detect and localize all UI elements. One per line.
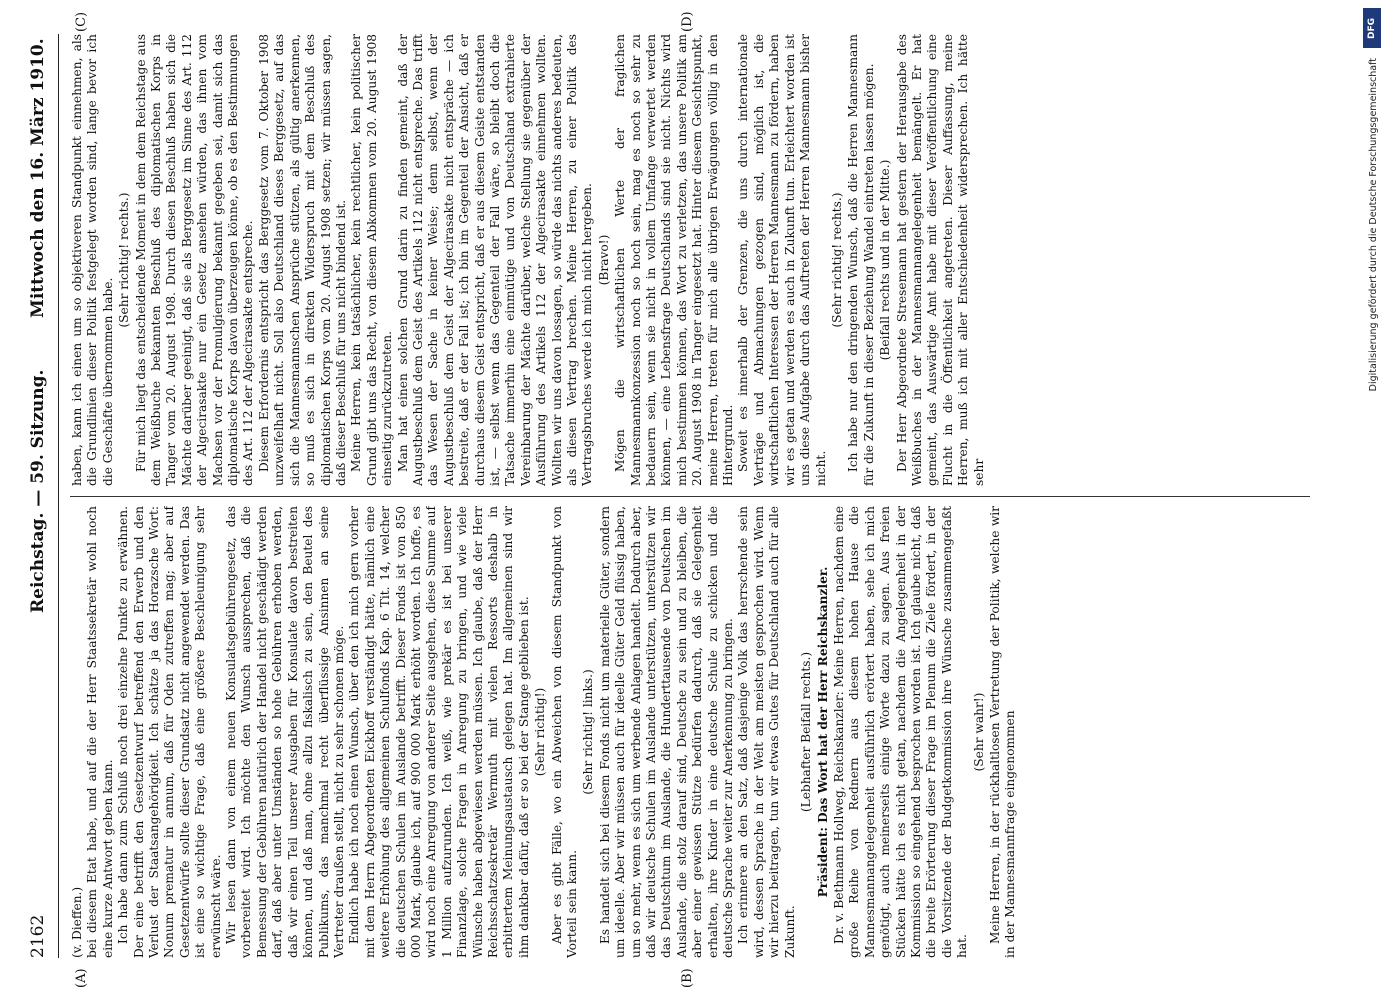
paragraph: Diesem Erfordernis entspricht das Berggesetz vom 7. Oktober 1908 unzweifelhaft nicht. Soll also Deutschland dieses Berggesetz, auf das sich die Mannesmannschen Ansprüche stützen, als gültig anerkennen, so muß es sich in direkten Widerspruch mit dem Beschluß des diplomatischen Korps vom 20. August 1908 setzen; wir müssen sagen, daß dieser Beschluß für uns nicht bindend ist. <box>256 34 348 486</box>
paragraph: Meine Herren, in der rückhaltlosen Vertretung der Politik, welche wir in der Mannesmannfrage eingenommen <box>987 506 1018 958</box>
paragraph: (v. Dieffen.) <box>70 886 84 958</box>
page-header <box>28 34 54 958</box>
paragraph: Endlich habe ich noch einen Wunsch, über den ich mich gern vorher mit dem Herrn Abgeordneten Eickhoff verständigt hätte, nämlich eine weitere Erhöhung des allgemeinen Schulfonds Kap. 6 Tit. 14, welcher die deutschen Schulen im Auslande betrifft. Dieser Fonds ist von 850 000 Mark, glaube ich, auf 900 000 Mark erhöht worden. Ich hoffe, es wird noch eine Anregung von anderer Seite ausgehen, diese Summe auf 1 Million aufzurunden. Ich weiß, wie prekär es ist bei unserer Finanzlage, solche Fragen in Anregung zu bringen, und wie viele Wünsche haben abgewiesen werden müssen. Ich glaube, daß der Herr Reichsschatzsekretär Wermuth mit vielen Ressorts deshalb in erbittertem Meinungsaustausch gelegen hat. Im allgemeinen sind wir ihm dankbar dafür, daß er so bei der Stange geblieben ist. <box>347 506 531 958</box>
interjection: (Sehr richtig! links.) <box>581 669 596 795</box>
paragraph: Ich habe dann zum Schluß noch drei einzelne Punkte zu erwähnen. Der eine betrifft den Gesetzentwurf betreffend den Erwerb und den Verlust der Staatsangehörigkeit. Ich schätze ja das Horazsche Wort: Nonum prematur in annum, daß für Oden zutreffen mag; aber auf Gesetzentwürfe sollte dieser Grundsatz nicht angewendet werden. Das ist eine so wichtige Frage, daß eine größere Beschleunigung sehr erwünscht wäre. <box>116 506 223 958</box>
right-text-column <box>70 34 1310 486</box>
paragraph: Aber es gibt Fälle, wo ein Abweichen von diesem Standpunkt von Vorteil sein kann. <box>549 506 579 958</box>
paragraph: Man hat einen solchen Grund darin zu finden gemeint, daß der Augustbeschluß dem Geist des Artikels 112 nicht entspreche. Das trifft das Wesen der Sache in keiner Weise; denn selbst, wenn der Augustbeschluß dem Geist der Algecirasakte nicht entspräche — ich bestreite, daß er der Fall ist; ich bin im Gegenteil der Ansicht, daß er durchaus diesem Geist entspricht, daß er aus diesem Geiste entstanden ist, — selbst wenn das Gegenteil der Fall wäre, so bleibt doch die Tatsache immerhin eine einmütige und von Deutschland extrahierte Vereinbarung der Mächte darüber, welche Stellung sie gegenüber der Ausführung des Artikels 112 der Algecirasakte einnehmen wollten. Wollten wir uns davon lossagen, so würde das nichts anderes bedeuten, als diesen Vertrag brechen. Meine Herren, zu einer Politik des Vertragsbruches werde ich mich nicht hergeben. <box>395 34 595 486</box>
paragraph: Dr. v. Bethmann Hollweg, Reichskanzler: Meine Herren, nachdem eine große Reihe von Rednern aus diesem hohen Hause die Mannesmannangelegenheit ausführlich erörtert haben, sehe ich mich genötigt, auch meinerseits einige Worte dazu zu sagen. Aus freien Stücken hätte ich es nicht getan, nachdem die Angelegenheit in der Kommission so eingehend besprochen worden ist. Ich glaube nicht, daß die breite Erörterung dieser Frage im Plenum die Ziele fördert, in der die Vorsitzende der Budgetkommission ihre Wünsche zusammengefaßt hat. <box>831 506 970 958</box>
margin-mark-d: (D) <box>680 11 695 32</box>
margin-mark-b: (B) <box>680 968 695 988</box>
interjection: (Sehr richtig!) <box>533 687 548 777</box>
interjection: (Beifall rechts und in der Mitte.) <box>878 159 893 361</box>
paragraph: Soweit es innerhalb der Grenzen, die uns durch internationale Verträge und Abmachungen gezogen sind, möglich ist, die wirtschaftlichen Interessen der Herren Mannesmann zu fördern, haben wir es getan und werden es auch in Zukunft tun. Erleichtert worden ist uns diese Aufgabe durch das Auftreten der Herren Mannesmann bisher nicht. <box>736 34 828 486</box>
paragraph: bei diesem Etat habe, und auf die der Herr Staatssekretär wohl noch eine kurze Antwort geben kann. <box>85 506 115 958</box>
dfg-logo-icon: DFG <box>1363 8 1381 48</box>
paragraph: Der Herr Abgeordnete Stresemann hat gestern der Herausgabe des Weißbuches in der Mannesmannangelegenheit bemängelt. Er hat gemeint, das Auswärtige Amt habe mit dieser Veröffentlichung eine Flucht in die Öffentlichkeit angetreten. Dieser Auffassung, meine Herren, muß ich mit aller Entschiedenheit widersprechen. Ich hätte sehr <box>894 34 986 486</box>
paragraph: Für mich liegt das entscheidende Moment in dem dem Reichstage aus dem Weißbuche bekannten Beschluß des diplomatischen Korps in Tanger vom 20. August 1908. Durch diesen Beschluß haben sich die Mächte darüber geeinigt, daß sie als Berggesetz im Sinne des Art. 112 der Algecirasakte nur ein Gesetz ansehen würden, das ihnen vom Machsen vor der Promulgierung bekannt gegeben sei, damit sich das diplomatische Korps davon überzeugen könne, ob es den Bestimmungen des Art. 112 der Algecirasakte entspreche. <box>133 34 256 486</box>
paragraph: Wir lesen dann von einem neuen Konsulatsgebührengesetz, das vorbereitet wird. Ich möchte den Wunsch aussprechen, daß die Bemessung der Gebühren natürlich der Handel nicht geschädigt werden darf, daß aber unter Umständen so hohe Gebühren erhoben werden, daß wir einen Teil unserer Ausgaben für Konsulate davon bestreiten können, und daß man, ohne allzu fiskalisch zu sein, den Beutel des Publikums, das manchmal recht überflüssige Ansinnen an seine Vertreter draußen stellt, nicht zu sehr schonen möge. <box>224 506 346 958</box>
columns <box>70 11 1310 988</box>
interjection: (Bravo!) <box>596 234 611 286</box>
paragraph: Ich habe nur den dringenden Wunsch, daß die Herren Mannesmann für die Zukunft in dieser Beziehung Wandel eintreten lassen mögen. <box>846 34 876 486</box>
paragraph: Mögen die wirtschaftlichen Werte der fraglichen Mannesmannkonzession noch so hoch sein, mag es noch so sehr zu bedauern sein, wenn sie nicht in vollem Umfange verwertet werden können, — eine Lebensfrage Deutschlands sind sie nicht. Nichts wird mich bestimmen können, das Wort zu verletzen, das unsere Politik am 20. August 1908 in Tanger eingesetzt hat. Hinter diesem Gesichtspunkt, meine Herren, treten für mich alle übrigen Erwägungen völlig in den Hintergrund. <box>613 34 736 486</box>
page-number: 2162 <box>28 914 48 958</box>
interjection: (Lebhafter Beifall rechts.) <box>799 651 814 813</box>
speaker-line: Präsident: Das Wort hat der Herr Reichskanzler. <box>815 566 830 898</box>
paragraph: Meine Herren, kein tatsächlicher, kein rechtlicher, kein politischer Grund gibt uns das Recht, von diesem Abkommen vom 20. August 1908 einseitig zurückzutreten. <box>349 34 395 486</box>
margin-mark-a: (A) <box>74 968 89 988</box>
interjection: (Sehr richtig! rechts.) <box>117 192 132 328</box>
margin-mark-c: (C) <box>74 11 89 32</box>
dfg-sidebar <box>1361 0 1383 1000</box>
paragraph: haben, kann ich einen um so objektiveren Standpunkt einnehmen, als die Grundlinien dieser Politik festgelegt worden sind, lange bevor ich die Geschäfte übernommen habe. <box>70 34 115 486</box>
paragraph: Es handelt sich bei diesem Fonds nicht um materielle Güter, sondern um ideelle. Aber wir müssen auch für ideelle Güter Geld flüssig haben, um so mehr, wenn es sich um werbende Anlagen handelt. Dadurch aber, daß wir deutsche Schulen im Auslande unterstützen, unterstützen wir das Deutschtum im Auslande, die Hunderttausende von Deutschen im Auslande, die stolz darauf sind, Deutsche zu sein und zu bleiben, die aber einer gewissen Stütze bedürfen dadurch, daß sie Gelegenheit erhalten, ihre Kinder in eine deutsche Schule zu schicken und die deutsche Sprache weiter zur Anerkennung zu bringen. <box>597 506 736 958</box>
column-divider <box>70 496 1310 497</box>
left-text-column <box>70 506 1310 958</box>
dfg-credit-text: Digitalisierung gefördert durch die Deutsche Forschungsgemeinschaft <box>1368 58 1379 392</box>
header-right-title: Mittwoch den 16. März 1910. <box>28 38 48 318</box>
paragraph: Ich erinnere an den Satz, daß dasjenige Volk das herrschende sein wird, dessen Sprache in der Welt am meisten gesprochen wird. Wenn wir hierzu beitragen, tun wir etwas Gutes für Deutschland auch für alle Zukunft. <box>736 506 797 958</box>
header-left-title: Reichstag. — 59. Sitzung. <box>28 369 48 613</box>
interjection: (Sehr richtig! rechts.) <box>829 192 844 328</box>
interjection: (Sehr wahr!) <box>971 692 986 772</box>
header-rule <box>58 34 59 958</box>
